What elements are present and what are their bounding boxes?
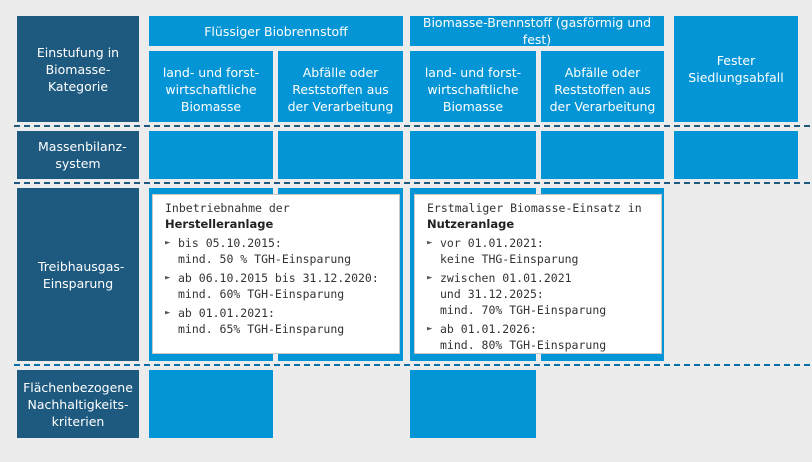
row-header-ghg-label: Treibhausgas-Einsparung <box>38 258 125 291</box>
ghg-box-biomass-heading-text: Erstmaliger Biomasse-Einsatz in <box>427 201 642 215</box>
bullet-arrow-icon: ► <box>427 238 433 248</box>
list-item <box>427 270 651 318</box>
list-item <box>165 270 389 302</box>
list-item <box>165 235 389 267</box>
column-municipal-waste <box>674 16 798 122</box>
bullet-arrow-icon: ► <box>165 308 171 318</box>
row-header-mass-balance-label: Massenbilanz-system <box>38 139 127 171</box>
list-item-line: ab 01.01.2021: <box>178 306 275 320</box>
ghg-box-biomass-heading <box>427 200 642 232</box>
list-item-line: ab 01.01.2026: <box>440 322 537 336</box>
row-separator-2 <box>14 182 810 184</box>
column-group-liquid <box>149 16 403 46</box>
ghg-box-liquid-heading <box>165 200 389 232</box>
list-item <box>427 235 651 267</box>
list-item-line: und 31.12.2025: <box>440 287 544 301</box>
column-biomass-agri <box>410 51 536 122</box>
column-biomass-agri-label: land- und forst-wirtschaftliche Biomasse <box>424 65 522 114</box>
list-item <box>427 321 651 353</box>
column-liquid-waste-label: Abfälle oder Reststoffen aus der Verarbeitung <box>287 65 394 114</box>
area-liquid-agri <box>149 370 273 438</box>
ghg-box-liquid-heading-bold: Herstelleranlage <box>165 217 274 231</box>
list-item-line: mind. 80% TGH-Einsparung <box>440 338 607 352</box>
column-biomass-waste-label: Abfälle oder Reststoffen aus der Verarbeitung <box>549 65 656 114</box>
row-header-area <box>17 370 139 438</box>
list-item-line: vor 01.01.2021: <box>440 236 544 250</box>
list-item-line: mind. 70% TGH-Einsparung <box>440 303 607 317</box>
ghg-box-biomass <box>414 194 662 354</box>
row-header-area-label: Flächenbezogene Nachhaltigkeits-kriterien <box>23 379 133 429</box>
list-item <box>165 305 389 337</box>
column-group-liquid-label: Flüssiger Biobrennstoff <box>204 23 348 39</box>
column-group-biomass <box>410 16 664 46</box>
row-separator-3 <box>14 364 810 366</box>
column-liquid-agri-label: land- und forst-wirtschaftliche Biomasse <box>162 65 260 114</box>
list-item-line: keine THG-Einsparung <box>440 252 579 266</box>
column-liquid-waste <box>278 51 403 122</box>
mass-balance-biomass-waste <box>541 131 664 179</box>
column-biomass-waste <box>541 51 664 122</box>
ghg-box-liquid-list <box>165 235 389 337</box>
ghg-box-liquid <box>152 194 400 354</box>
bullet-arrow-icon: ► <box>427 273 433 283</box>
ghg-box-biomass-list <box>427 235 651 353</box>
column-municipal-waste-label: Fester Siedlungsabfall <box>688 53 784 85</box>
list-item-line: mind. 60% TGH-Einsparung <box>178 287 345 301</box>
bullet-arrow-icon: ► <box>165 238 171 248</box>
list-item-line: ab 06.10.2015 bis 31.12.2020: <box>178 271 379 285</box>
ghg-box-biomass-heading-bold: Nutzeranlage <box>427 217 515 231</box>
area-biomass-agri <box>410 370 536 438</box>
mass-balance-municipal <box>674 131 798 179</box>
list-item-line: mind. 65% TGH-Einsparung <box>178 322 345 336</box>
row-header-mass-balance <box>17 131 139 179</box>
list-item-line: bis 05.10.2015: <box>178 236 282 250</box>
mass-balance-liquid-waste <box>278 131 403 179</box>
row-header-category-label: Einstufung in Biomasse-Kategorie <box>36 44 120 94</box>
row-header-category <box>17 16 139 122</box>
row-separator-1 <box>14 125 810 127</box>
bullet-arrow-icon: ► <box>165 273 171 283</box>
list-item-line: mind. 50 % TGH-Einsparung <box>178 252 352 266</box>
mass-balance-liquid-agri <box>149 131 273 179</box>
row-header-ghg <box>17 188 139 361</box>
bullet-arrow-icon: ► <box>427 324 433 334</box>
column-liquid-agri <box>149 51 273 122</box>
ghg-box-liquid-heading-text: Inbetriebnahme der <box>165 201 290 215</box>
mass-balance-biomass-agri <box>410 131 536 179</box>
column-group-biomass-label: Biomasse-Brennstoff (gasförmig und fest) <box>422 15 652 47</box>
list-item-line: zwischen 01.01.2021 <box>440 271 572 285</box>
